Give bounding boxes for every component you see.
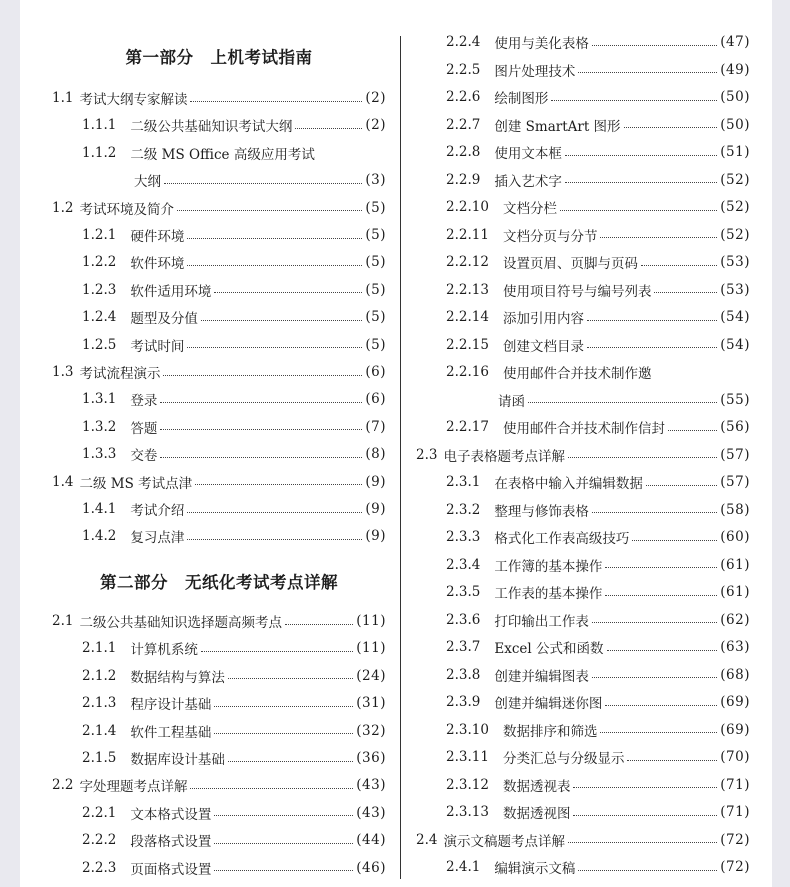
toc-entry-title: 使用项目符号与编号列表 [502, 283, 652, 300]
dot-leader [587, 320, 717, 321]
toc-entry-title: 字处理题考点详解 [79, 779, 188, 796]
toc-entry-title: 整理与修饰表格 [494, 503, 589, 520]
toc-entry[interactable] [416, 801, 750, 823]
toc-entry-number: 2.4.1 [446, 859, 481, 875]
toc-entry[interactable] [416, 829, 750, 851]
toc-entry-number: 2.3.4 [446, 556, 481, 573]
dot-leader [568, 457, 717, 458]
toc-entry-title: 大纲 [134, 174, 161, 191]
toc-entry-number: 2.2.6 [446, 89, 481, 105]
toc-entry[interactable] [416, 664, 750, 686]
toc-entry[interactable] [52, 114, 386, 136]
part2-heading: 第二部分 无纸化考试考点详解 [100, 573, 338, 592]
toc-entry-page: (5) [365, 227, 386, 243]
toc-entry-title: 插入艺术字 [494, 173, 562, 190]
toc-entry-page: (72) [720, 859, 750, 875]
toc-entry-number: 2.3.13 [446, 804, 489, 820]
toc-entry-page: (44) [356, 832, 386, 849]
toc-entry-title: 数据透视图 [502, 806, 571, 822]
toc-entry-number: 1.2.1 [82, 227, 117, 243]
toc-entry-page: (52) [720, 199, 750, 215]
toc-entry[interactable] [52, 774, 386, 796]
toc-entry-page: (72) [720, 831, 750, 848]
toc-entry-title: 文档分页与分节 [502, 228, 598, 245]
dot-leader [195, 484, 362, 485]
toc-entry-page: (52) [720, 171, 750, 188]
dot-leader [607, 650, 718, 651]
toc-entry[interactable] [416, 86, 750, 108]
toc-entry-title: 使用邮件合并技术制作邀 [502, 366, 652, 382]
toc-entry-number: 2.2.10 [446, 199, 489, 215]
dot-leader [187, 238, 362, 239]
toc-entry[interactable] [416, 856, 750, 878]
toc-entry-number: 1.1 [52, 90, 74, 106]
dot-leader [228, 678, 353, 679]
toc-entry-page: (3) [365, 172, 386, 189]
toc-entry-title: 段落格式设置 [130, 834, 212, 851]
toc-entry-page: (71) [720, 776, 750, 793]
toc-entry-number: 2.2.17 [446, 419, 489, 435]
toc-entry[interactable] [52, 197, 386, 219]
toc-entry-title: Excel 公式和函数 [494, 641, 604, 657]
toc-entry-page: (11) [356, 613, 386, 629]
toc-entry[interactable] [52, 388, 386, 410]
dot-leader [573, 815, 717, 816]
toc-entry-page: (69) [720, 721, 750, 738]
toc-entry[interactable] [52, 498, 386, 520]
toc-entry[interactable] [416, 361, 750, 383]
dot-leader [164, 183, 362, 184]
dot-leader [605, 567, 717, 568]
dot-leader [187, 265, 362, 266]
toc-entry-number: 1.2.4 [82, 309, 117, 326]
toc-entry-page: (55) [720, 391, 750, 408]
toc-entry-title: 考试介绍 [130, 503, 185, 519]
dot-leader [214, 733, 353, 734]
toc-entry[interactable] [416, 746, 750, 768]
toc-entry-number: 2.3.2 [446, 501, 481, 518]
dot-leader [641, 265, 717, 266]
dot-leader [668, 430, 717, 431]
toc-entry-title: 硬件环境 [130, 229, 185, 245]
toc-entry-number: 2.2.13 [446, 281, 489, 298]
toc-entry-page: (68) [720, 666, 750, 683]
toc-entry[interactable] [52, 829, 386, 851]
toc-entry-number: 1.2 [52, 199, 74, 216]
toc-entry[interactable] [52, 306, 386, 328]
toc-entry[interactable] [416, 196, 750, 218]
toc-entry-page: (50) [720, 89, 750, 105]
toc-entry-page: (7) [365, 418, 386, 435]
toc-entry[interactable] [52, 443, 386, 465]
toc-entry-title: 打印输出工作表 [494, 613, 589, 630]
toc-entry-number: 2.1.1 [82, 640, 117, 657]
toc-entry-page: (5) [365, 254, 386, 271]
toc-entry-number: 2.2.8 [446, 144, 481, 160]
toc-entry-number: 2.2.14 [446, 309, 489, 325]
toc-entry-number: 1.2.2 [82, 254, 117, 271]
toc-entry-page: (71) [720, 804, 750, 820]
toc-entry-number: 1.3.1 [82, 391, 117, 408]
dot-leader [592, 677, 717, 678]
dot-leader [565, 155, 717, 156]
toc-entry-title: 软件适用环境 [130, 283, 212, 300]
toc-entry[interactable] [52, 471, 386, 493]
toc-entry-number: 2.1.4 [82, 722, 117, 739]
toc-entry-page: (70) [720, 749, 750, 765]
toc-entry-page: (53) [720, 254, 750, 270]
toc-entry[interactable] [52, 224, 386, 246]
toc-entry[interactable] [416, 526, 750, 548]
toc-entry-title: 二级 MS 考试点津 [79, 475, 193, 492]
toc-entry-page: (54) [720, 309, 750, 325]
toc-entry-page: (8) [365, 446, 386, 463]
toc-entry-title: 请函 [498, 393, 525, 410]
toc-entry[interactable] [52, 361, 386, 383]
toc-entry[interactable] [416, 636, 750, 658]
toc-entry-number: 2.3.10 [446, 721, 489, 738]
toc-entry-title: 工作表的基本操作 [494, 586, 603, 602]
toc-entry[interactable] [416, 581, 750, 603]
dot-leader [201, 651, 353, 652]
toc-entry[interactable] [416, 169, 750, 191]
toc-entry-number: 2.3.11 [446, 749, 489, 765]
toc-entry-page: (9) [365, 473, 386, 490]
toc-entry-number: 2.3.5 [446, 584, 481, 600]
dot-leader [654, 292, 717, 293]
dot-leader [605, 705, 717, 706]
toc-entry-title: 添加引用内容 [502, 311, 584, 327]
toc-entry-page: (52) [720, 226, 750, 243]
toc-entry-page: (43) [356, 777, 386, 794]
toc-entry-title: 考试环境及简介 [79, 201, 174, 218]
toc-entry[interactable] [416, 444, 750, 466]
toc-entry-title: 数据透视表 [502, 778, 571, 795]
dot-leader [578, 72, 717, 73]
toc-entry-title: 分类汇总与分级显示 [502, 751, 625, 767]
toc-entry-title: 使用文本框 [494, 146, 562, 162]
dot-leader [160, 402, 362, 403]
toc-entry-title: 在表格中输入并编辑数据 [494, 476, 643, 492]
toc-entry-number: 2.2.15 [446, 336, 489, 353]
dot-leader [163, 375, 362, 376]
toc-entry-page: (63) [720, 639, 750, 655]
dot-leader [228, 761, 353, 762]
toc-entry-title: 交卷 [130, 448, 158, 465]
dot-leader [187, 539, 362, 540]
toc-entry-page: (51) [720, 144, 750, 160]
toc-entry[interactable] [52, 720, 386, 742]
toc-entry-title: 创建文档目录 [502, 338, 584, 355]
toc-entry-number: 1.3.2 [82, 418, 117, 435]
dot-leader [600, 732, 717, 733]
toc-entry-number: 2.4 [416, 831, 438, 848]
toc-entry[interactable] [52, 857, 386, 879]
toc-entry-page: (53) [720, 281, 750, 298]
toc-entry-title: 考试时间 [130, 338, 185, 355]
toc-entry[interactable] [416, 59, 750, 81]
toc-entry-number: 2.2.12 [446, 254, 489, 270]
toc-entry-title: 使用邮件合并技术制作信封 [502, 421, 665, 437]
toc-entry-number: 1.4.1 [82, 501, 117, 517]
dot-leader [528, 402, 717, 403]
dot-leader [160, 429, 362, 430]
dot-leader [160, 457, 362, 458]
toc-entry[interactable] [52, 692, 386, 714]
toc-entry[interactable] [416, 251, 750, 273]
toc-entry-title: 设置页眉、页脚与页码 [502, 256, 638, 272]
toc-entry-number: 2.1.5 [82, 750, 117, 766]
toc-entry[interactable] [416, 416, 750, 438]
toc-entry-number: 1.2.5 [82, 336, 117, 353]
toc-entry-number: 2.3.8 [446, 666, 481, 683]
toc-entry-number: 2.1.2 [82, 667, 117, 684]
toc-entry-title: 格式化工作表高级技巧 [494, 531, 630, 547]
toc-entry-page: (32) [356, 722, 386, 739]
part1-heading: 第一部分 上机考试指南 [125, 48, 313, 67]
toc-entry[interactable] [52, 169, 386, 191]
toc-entry[interactable] [52, 334, 386, 356]
toc-entry-title: 考试大纲专家解读 [79, 92, 188, 108]
toc-entry-number: 1.4.2 [82, 528, 117, 545]
toc-entry-page: (61) [720, 584, 750, 600]
toc-page [20, 0, 772, 887]
toc-entry-number: 2.3 [416, 446, 438, 463]
toc-entry[interactable] [416, 609, 750, 631]
toc-entry-page: (5) [365, 336, 386, 353]
toc-entry-number: 1.2.3 [82, 281, 117, 298]
toc-entry-number: 2.3.1 [446, 474, 481, 490]
toc-entry-number: 2.3.9 [446, 694, 481, 710]
column-divider [400, 36, 401, 879]
toc-entry-title: 页面格式设置 [130, 861, 212, 878]
dot-leader [605, 595, 717, 596]
toc-entry-page: (2) [365, 90, 386, 106]
toc-entry-number: 2.2.1 [82, 804, 117, 821]
toc-entry[interactable] [416, 141, 750, 163]
dot-leader [624, 127, 718, 128]
dot-leader [592, 45, 717, 46]
dot-leader [565, 182, 717, 183]
toc-entry-title: 软件工程基础 [130, 724, 212, 741]
toc-entry-page: (58) [720, 501, 750, 518]
toc-entry-title: 工作簿的基本操作 [494, 558, 603, 575]
toc-entry-title: 二级公共基础知识考试大纲 [130, 119, 293, 136]
toc-entry-number: 2.2.2 [82, 832, 117, 849]
toc-entry-title: 演示文稿题考点详解 [443, 833, 565, 850]
toc-entry[interactable] [416, 306, 750, 328]
toc-entry-page: (6) [365, 391, 386, 408]
toc-entry-number: 2.2.3 [82, 859, 117, 876]
toc-entry-page: (56) [720, 419, 750, 435]
dot-leader [646, 485, 717, 486]
toc-entry[interactable] [52, 610, 386, 632]
toc-entry-number: 2.1 [52, 613, 74, 629]
toc-entry-title: 电子表格题考点详解 [443, 448, 565, 465]
dot-leader [177, 210, 362, 211]
dot-leader [190, 788, 353, 789]
toc-entry-title: 计算机系统 [130, 642, 198, 659]
toc-entry-title: 二级 MS Office 高级应用考试 [130, 146, 315, 163]
dot-leader [214, 843, 353, 844]
toc-entry[interactable] [416, 224, 750, 246]
toc-entry-title: 创建 SmartArt 图形 [494, 118, 621, 135]
toc-entry-page: (54) [720, 336, 750, 353]
toc-entry-page: (11) [356, 640, 386, 657]
dot-leader [578, 870, 717, 871]
toc-entry-title: 考试流程演示 [79, 366, 161, 382]
toc-entry-page: (5) [365, 281, 386, 298]
toc-entry-title: 数据排序和筛选 [502, 723, 598, 740]
dot-leader [214, 292, 362, 293]
toc-entry-number: 1.3.3 [82, 446, 117, 463]
toc-entry[interactable] [52, 747, 386, 769]
toc-entry-page: (49) [720, 61, 750, 78]
toc-entry[interactable] [52, 802, 386, 824]
toc-entry-title: 程序设计基础 [130, 697, 212, 714]
dot-leader [592, 622, 717, 623]
toc-entry-number: 2.3.6 [446, 611, 481, 628]
toc-entry-title: 复习点津 [130, 530, 185, 547]
toc-entry[interactable] [416, 114, 750, 136]
dot-leader [600, 237, 717, 238]
dot-leader [187, 512, 362, 513]
toc-entry-number: 1.3 [52, 364, 74, 380]
toc-entry-title: 答题 [130, 420, 158, 437]
dot-leader [573, 787, 717, 788]
toc-entry-page: (2) [365, 117, 386, 134]
toc-entry-page: (69) [720, 694, 750, 710]
dot-leader [201, 320, 363, 321]
toc-entry-page: (50) [720, 116, 750, 133]
dot-leader [560, 210, 717, 211]
dot-leader [627, 760, 717, 761]
toc-entry-number: 1.1.1 [82, 117, 117, 134]
toc-entry-number: 2.2.11 [446, 226, 489, 243]
toc-entry-number: 1.1.2 [82, 144, 117, 161]
dot-leader [587, 347, 717, 348]
dot-leader [187, 347, 362, 348]
toc-entry[interactable] [416, 691, 750, 713]
toc-entry[interactable] [52, 637, 386, 659]
toc-entry[interactable] [52, 279, 386, 301]
toc-entry-number: 2.1.3 [82, 695, 117, 712]
dot-leader [214, 706, 353, 707]
toc-entry-number: 2.2.4 [446, 34, 481, 50]
toc-entry-title: 创建并编辑图表 [494, 668, 589, 685]
toc-entry-title: 软件环境 [130, 256, 185, 273]
toc-entry-title: 文档分栏 [502, 201, 557, 217]
toc-entry[interactable] [416, 554, 750, 576]
dot-leader [214, 870, 353, 871]
toc-entry-number: 2.2.5 [446, 61, 481, 78]
toc-entry-title: 编辑演示文稿 [494, 861, 576, 877]
toc-entry-page: (24) [356, 667, 386, 684]
toc-entry-number: 2.2.16 [446, 364, 489, 380]
toc-entry[interactable] [416, 279, 750, 301]
toc-entry-page: (47) [720, 34, 750, 50]
toc-entry[interactable] [52, 665, 386, 687]
toc-entry-number: 1.4 [52, 473, 74, 490]
dot-leader [214, 815, 353, 816]
toc-entry[interactable] [52, 416, 386, 438]
toc-entry-title: 登录 [130, 393, 158, 410]
toc-entry[interactable] [416, 499, 750, 521]
toc-entry-number: 2.3.3 [446, 529, 481, 545]
toc-entry[interactable] [52, 251, 386, 273]
toc-entry[interactable] [416, 774, 750, 796]
toc-entry-title: 二级公共基础知识选择题高频考点 [79, 615, 282, 631]
dot-leader [551, 100, 717, 101]
toc-entry[interactable] [416, 334, 750, 356]
dot-leader [632, 540, 717, 541]
toc-entry[interactable] [52, 142, 386, 164]
toc-entry-title: 题型及分值 [130, 311, 198, 328]
toc-entry-page: (43) [356, 804, 386, 821]
dot-leader [568, 842, 717, 843]
toc-entry-page: (62) [720, 611, 750, 628]
toc-entry-page: (5) [365, 309, 386, 326]
toc-entry[interactable] [416, 471, 750, 493]
toc-entry-number: 2.3.7 [446, 639, 481, 655]
toc-entry-page: (57) [720, 446, 750, 463]
toc-entry-title: 使用与美化表格 [494, 36, 589, 52]
toc-entry-title: 文本格式设置 [130, 806, 212, 823]
toc-entry[interactable] [416, 719, 750, 741]
toc-entry[interactable] [416, 389, 750, 411]
toc-entry-page: (9) [365, 501, 386, 517]
toc-entry-number: 2.3.12 [446, 776, 489, 793]
toc-entry-title: 数据结构与算法 [130, 669, 225, 686]
toc-entry-title: 绘制图形 [494, 91, 549, 107]
toc-entry-number: 2.2.7 [446, 116, 481, 133]
toc-entry[interactable] [416, 31, 750, 53]
dot-leader [592, 512, 717, 513]
toc-entry-number: 2.2.9 [446, 171, 481, 188]
toc-entry-page: (57) [720, 474, 750, 490]
toc-entry[interactable] [52, 87, 386, 109]
toc-entry-page: (31) [356, 695, 386, 712]
dot-leader [285, 624, 353, 625]
toc-entry-number: 2.2 [52, 777, 74, 794]
toc-entry-page: (46) [356, 859, 386, 876]
dot-leader [295, 128, 362, 129]
toc-entry-title: 图片处理技术 [494, 63, 576, 80]
toc-entry-page: (61) [720, 556, 750, 573]
toc-entry-title: 数据库设计基础 [130, 752, 225, 768]
toc-entry-page: (60) [720, 529, 750, 545]
dot-leader [190, 101, 362, 102]
toc-entry-page: (5) [365, 199, 386, 216]
toc-entry-page: (36) [356, 750, 386, 766]
toc-entry-page: (9) [365, 528, 386, 545]
toc-entry[interactable] [52, 525, 386, 547]
toc-entry-title: 创建并编辑迷你图 [494, 696, 603, 712]
toc-entry-page: (6) [365, 364, 386, 380]
